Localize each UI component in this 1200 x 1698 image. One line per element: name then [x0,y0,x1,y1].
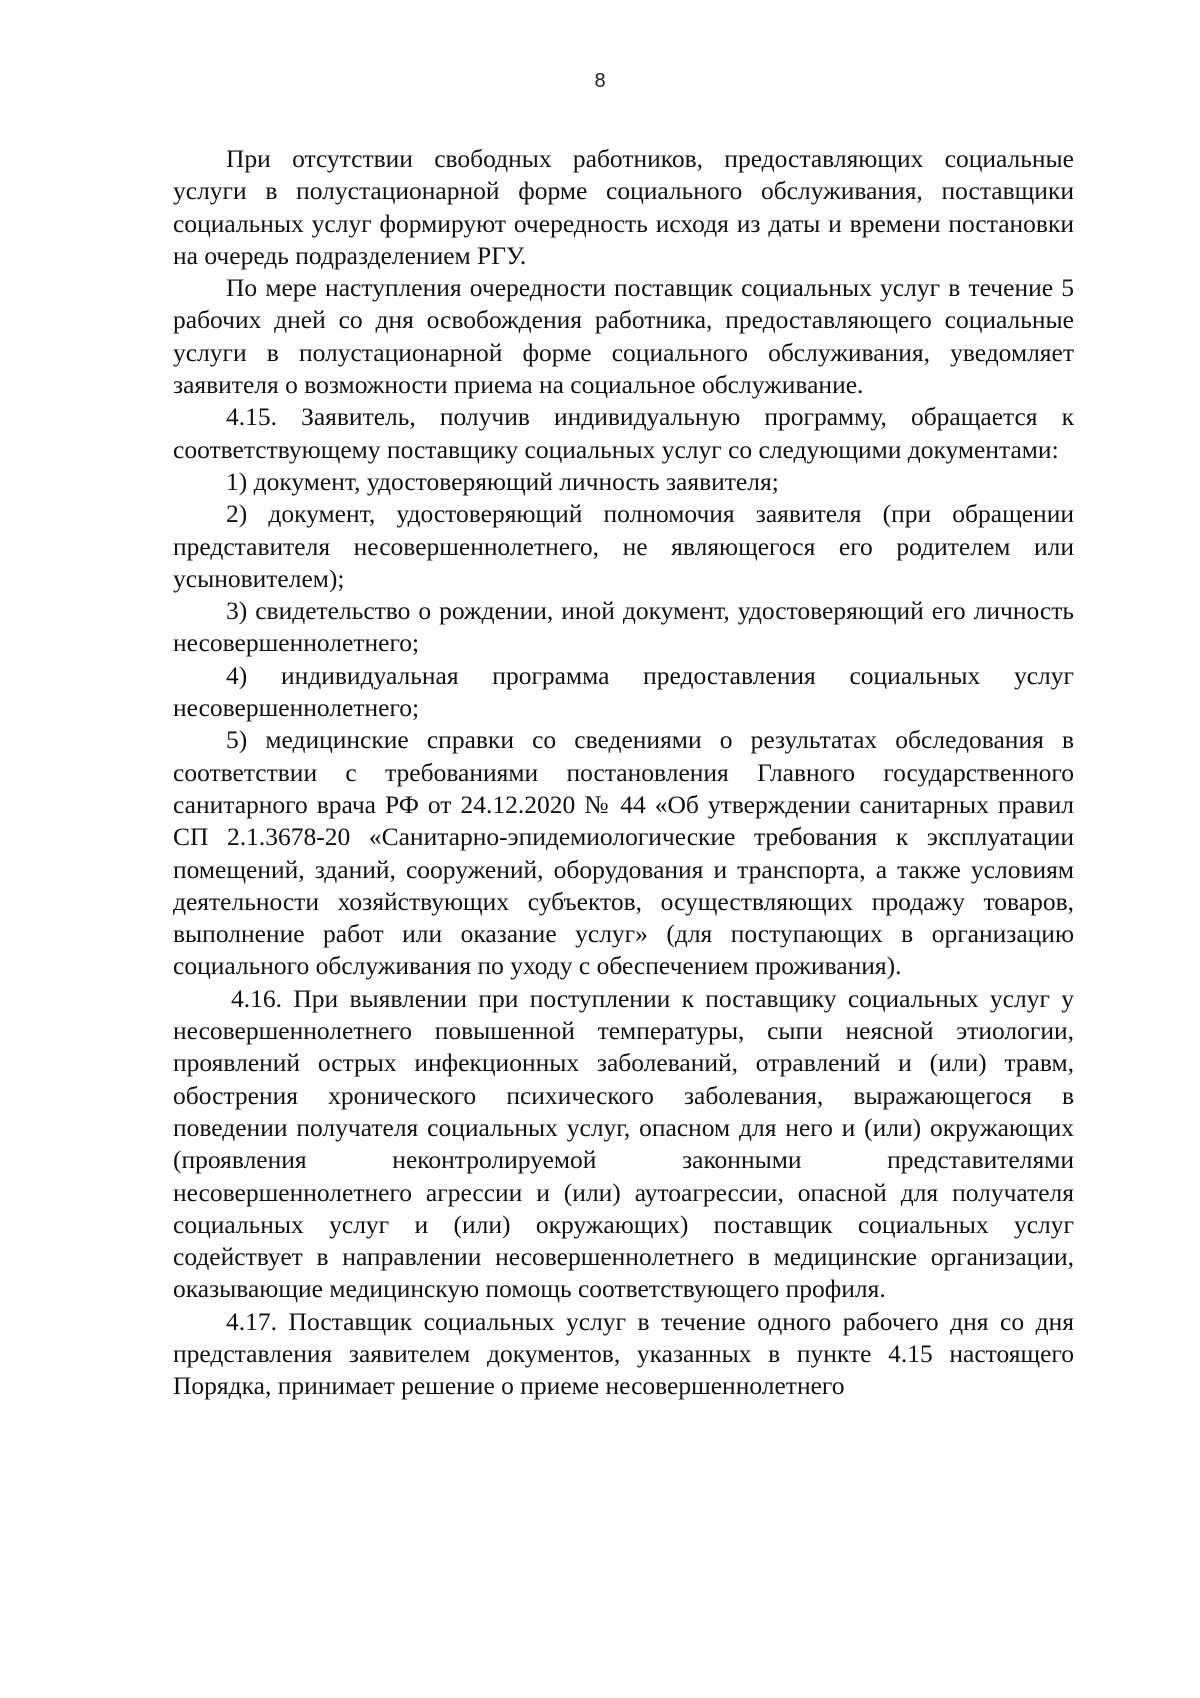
list-item-5: 5) медицинские справки со сведениями о результатах обследования в соответствии с требованиями постановления Главного государственного санитарного врача РФ от 24.12.2020 № 44 «Об утверждении санитарных правил СП 2.1.3678-20 «Санитарно-эпидемиологические требования к эксплуатации помещений, зданий, сооружений, оборудования и транспорта, а также условиям деятельности хозяйствующих субъектов, осуществляющих продажу товаров, выполнение работ или оказание услуг» (для поступающих в организацию социального обслуживания по уходу с обеспечением проживания). [173,725,1074,981]
list-item-1: 1) документ, удостоверяющий личность заявителя; [226,466,779,496]
page-number: 8 [594,70,606,92]
list-item-4: 4) индивидуальная программа предоставления социальных услуг несовершеннолетнего; [173,660,1074,723]
paragraph-4-15: 4.15. Заявитель, получив индивидуальную программу, обращается к соответствующему поставщику социальных услуг со следующими документами: [173,402,1074,464]
paragraph-4-17: 4.17. Поставщик социальных услуг в течение одного рабочего дня со дня представления заявителем документов, указанных в пункте 4.15 настоящего Порядка, принимает решение о приеме несовершеннолетнего [173,1306,1074,1401]
document-body [173,143,1074,1403]
paragraph-queue-notification: По мере наступления очередности поставщик социальных услуг в течение 5 рабочих дней со дня освобождения работника, предоставляющего социальные услуги в полустационарной форме социального обслуживания, уведомляет заявителя о возможности приема на социальное обслуживание. [173,273,1074,400]
paragraph-queue-formation: При отсутствии свободных работников, предоставляющих социальные услуги в полустационарной форме социального обслуживания, поставщики социальных услуг формируют очередность исходя из даты и времени постановки на очередь подразделением РГУ. [173,144,1074,270]
list-item-3: 3) свидетельство о рождении, иной документ, удостоверяющий его личность несовершеннолетнего; [173,596,1074,658]
list-item-2: 2) документ, удостоверяющий полномочия заявителя (при обращении представителя несовершеннолетнего, не являющегося его родителем или усыновителем); [173,499,1074,593]
paragraph-4-16: 4.16. При выявлении при поступлении к поставщику социальных услуг у несовершеннолетнего повышенной температуры, сыпи неясной этиологии, проявлений острых инфекционных заболеваний, отравлений и (или) травм, обострения хронического психического заболевания, выражающегося в поведении получателя социальных услуг, опасном для него и (или) окружающих (проявления неконтролируемой законными представителями несовершеннолетнего агрессии и (или) аутоагрессии, опасной для получателя социальных услуг и (или) окружающих) поставщик социальных услуг содействует в направлении несовершеннолетнего в медицинские организации, оказывающие медицинскую помощь соответствующего профиля. [173,983,1074,1304]
